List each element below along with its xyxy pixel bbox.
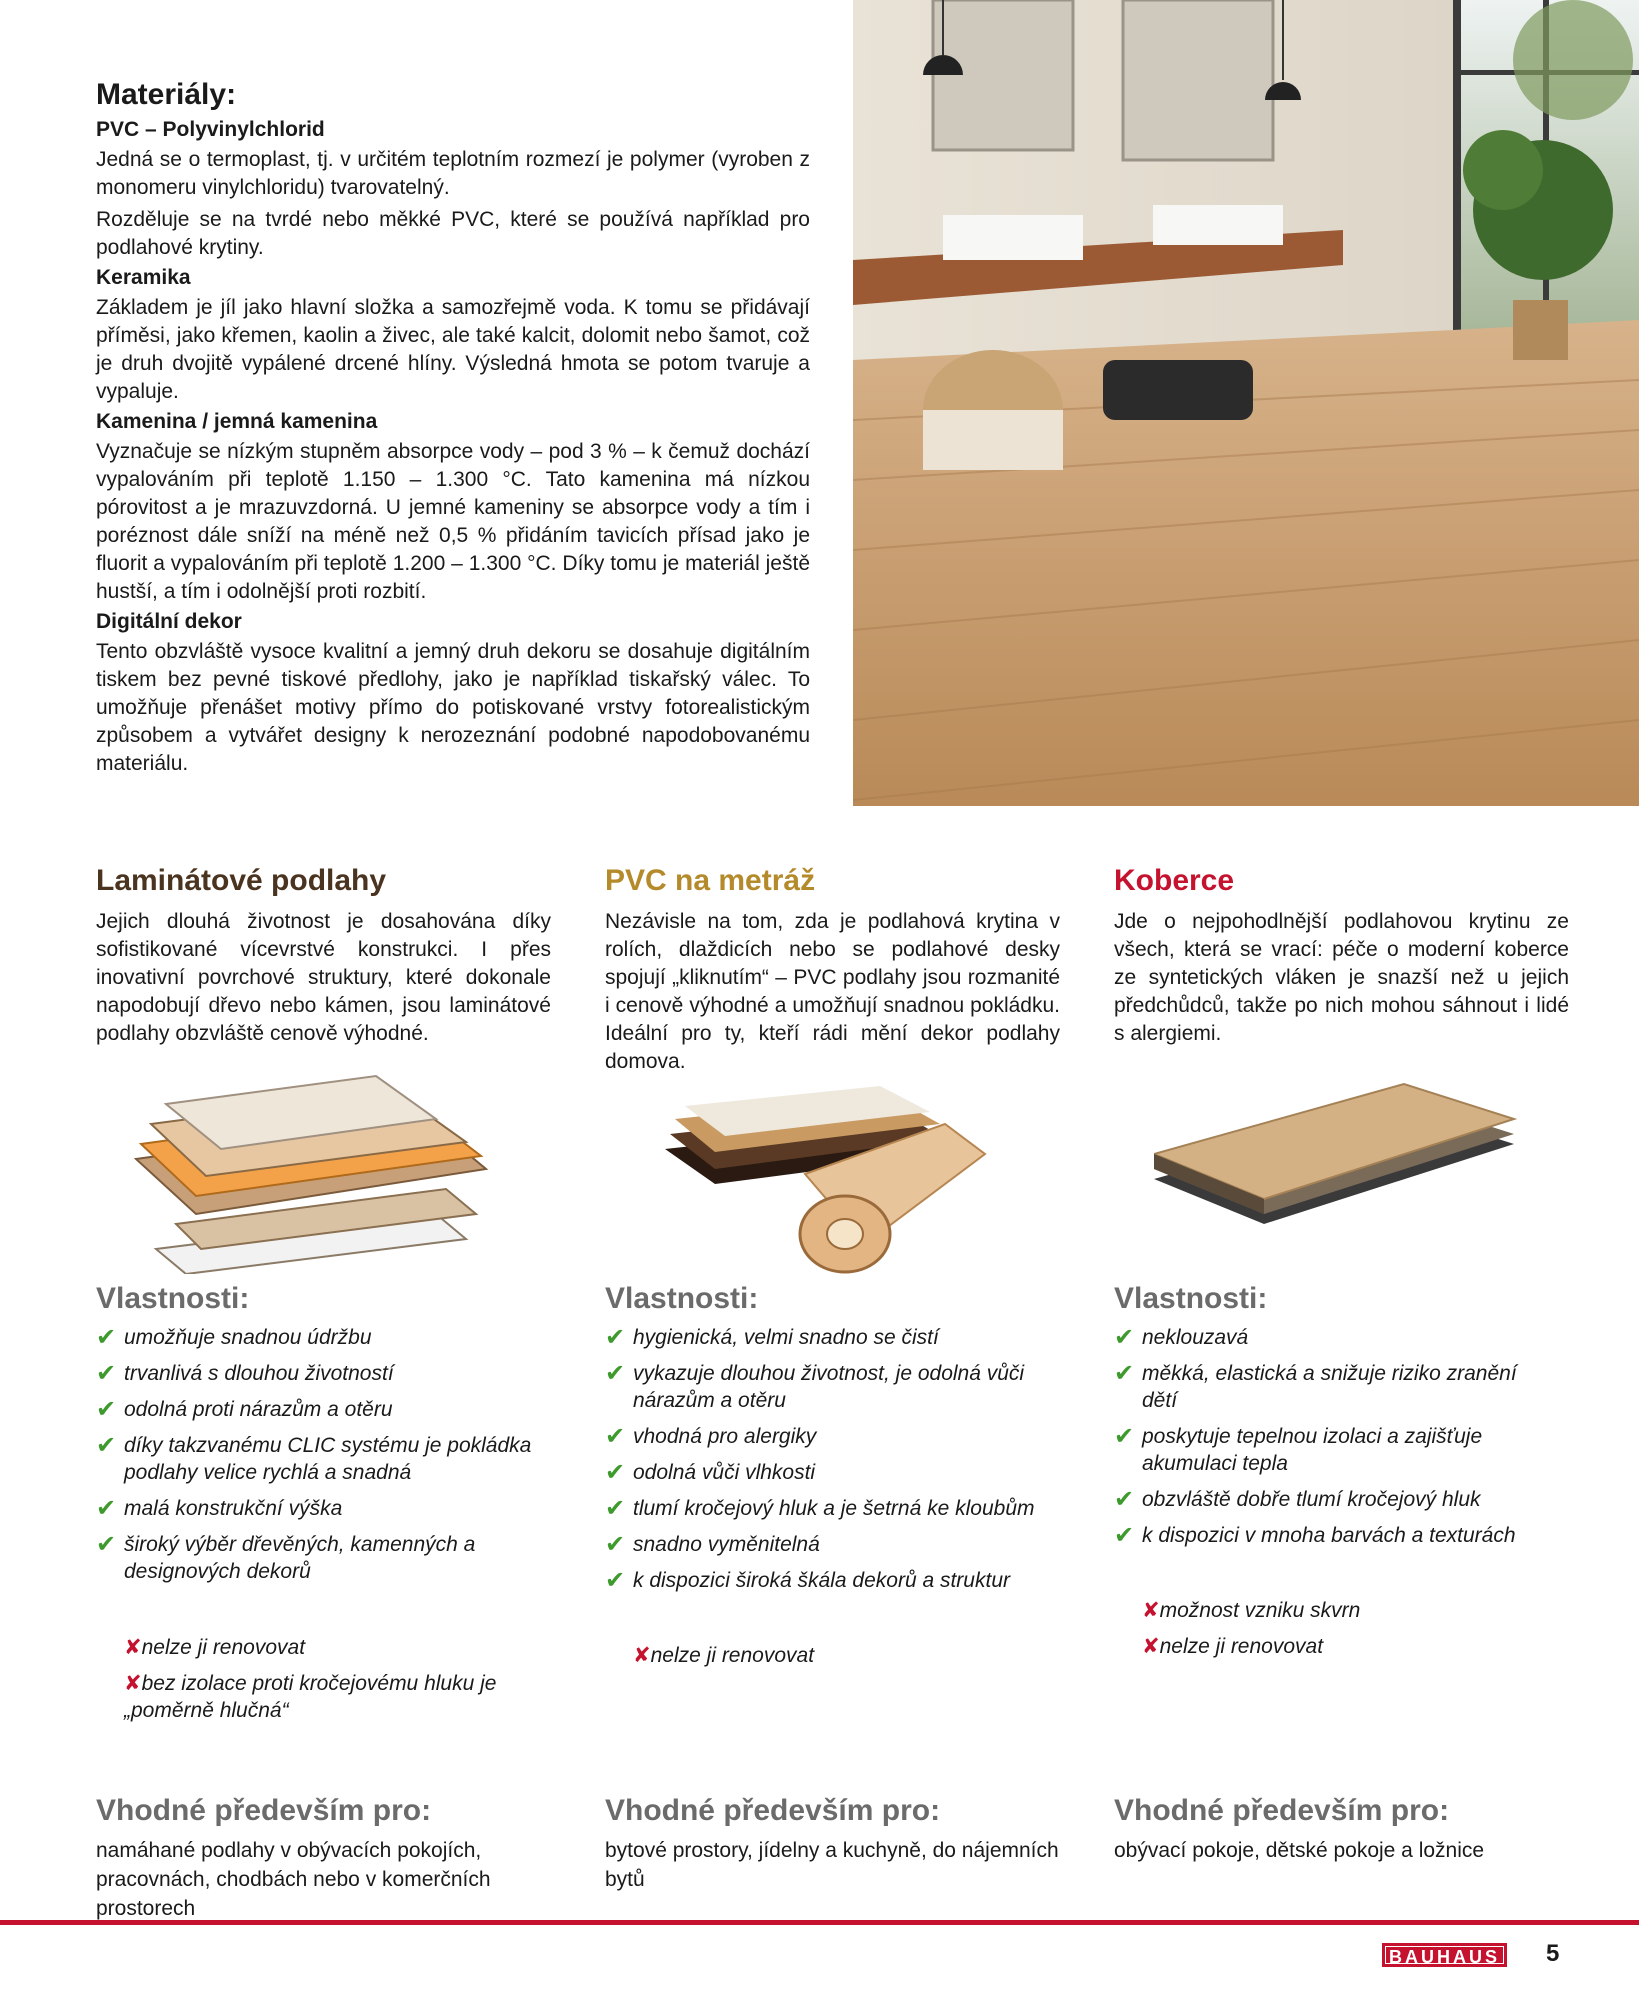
- list-item: ✘bez izolace proti kročejovému hluku je „poměrně hlučná“: [124, 1672, 497, 1722]
- carpet-pros-list: [1114, 1324, 1554, 1558]
- list-item: ✔ díky takzvanému CLIC systému je pokládka podlahy velice rychlá a snadná: [96, 1432, 532, 1484]
- list-item: ✔ odolná proti nárazům a otěru: [96, 1396, 393, 1423]
- ceramic-paragraph: Základem je jíl jako hlavní složka a samozřejmě voda. K tomu se přidávají příměsi, jako křemen, kaolin a živec, ale také kalcit, dolomit nebo šamot, což je druh dvojitě vypálené drcené hlíny. Výsledná hmota se potom tvaruje a vypaluje.: [96, 296, 810, 403]
- cross-icon: ✘: [633, 1644, 651, 1667]
- cross-icon: ✘: [1142, 1635, 1160, 1658]
- check-icon: ✔: [605, 1324, 626, 1351]
- ceramic-heading: Keramika: [96, 266, 191, 289]
- materials-section: [96, 78, 810, 782]
- footer-rule: [0, 1920, 1639, 1925]
- carpet-illustration: [1154, 1074, 1574, 1284]
- cross-icon: ✘: [1142, 1599, 1160, 1622]
- check-icon: ✔: [605, 1567, 626, 1594]
- check-icon: ✔: [96, 1324, 117, 1351]
- stoneware-heading: Kamenina / jemná kamenina: [96, 410, 378, 433]
- list-item: ✔ obzvláště dobře tlumí kročejový hluk: [1114, 1486, 1481, 1513]
- laminate-cons-list: [96, 1634, 536, 1733]
- digital-decor-paragraph: Tento obzvláště vysoce kvalitní a jemný druh dekoru se dosahuje digitálním tiskem bez pevné tiskové předlohy, jako je například tiskařský válec. To umožňuje přenášet motivy přímo do potiskované vrstvy fotorealistickým způsobem a vytvářet designy k nerozeznání podobné napodobovanému materiálu.: [96, 640, 810, 775]
- list-item: ✔ poskytuje tepelnou izolaci a zajišťuje akumulaci tepla: [1114, 1423, 1483, 1475]
- list-item: ✔ neklouzavá: [1114, 1324, 1249, 1351]
- list-item: ✘nelze ji renovovat: [633, 1644, 815, 1667]
- list-item: ✔ hygienická, velmi snadno se čistí: [605, 1324, 939, 1351]
- laminate-layers-illustration: [96, 1064, 516, 1274]
- check-icon: ✔: [1114, 1324, 1135, 1351]
- pvc-intro: Nezávisle na tom, zda je podlahová krytina v rolích, dlaždicích nebo se podlahové desky spojují „kliknutím“ – PVC podlahy jsou rozmanité i cenově výhodné a umožňují snadnou pokládku. Ideální pro ty, kteří rádi mění dekor podlahy domova.: [605, 910, 1060, 1073]
- laminate-pros-list: [96, 1324, 536, 1594]
- cross-icon: ✘: [124, 1636, 142, 1659]
- list-item: ✔ tlumí kročejový hluk a je šetrná ke kloubům: [605, 1495, 1035, 1522]
- list-item: ✔ snadno vyměnitelná: [605, 1531, 820, 1558]
- pvc-suitable-title: Vhodné především pro:: [605, 1794, 941, 1827]
- laminate-properties-title: Vlastnosti:: [96, 1282, 250, 1315]
- laminate-title: Laminátové podlahy: [96, 864, 387, 897]
- list-item: ✔ trvanlivá s dlouhou životností: [96, 1360, 394, 1387]
- pvc-title: PVC na metráž: [605, 864, 816, 897]
- list-item: ✘možnost vzniku skvrn: [1142, 1599, 1361, 1622]
- page-number: 5: [1546, 1940, 1560, 1967]
- pvc-pros-list: [605, 1324, 1045, 1603]
- laminate-suitable-title: Vhodné především pro:: [96, 1794, 432, 1827]
- check-icon: ✔: [605, 1495, 626, 1522]
- list-item: ✔ vykazuje dlouhou životnost, je odolná vůči nárazům a otěru: [605, 1360, 1025, 1412]
- list-item: ✔ umožňuje snadnou údržbu: [96, 1324, 372, 1351]
- check-icon: ✔: [1114, 1486, 1135, 1513]
- digital-decor-heading: Digitální dekor: [96, 610, 242, 633]
- check-icon: ✔: [96, 1495, 117, 1522]
- carpet-suitable-text: obývací pokoje, dětské pokoje a ložnice: [1114, 1839, 1485, 1862]
- pvc-paragraph-2: Rozděluje se na tvrdé nebo měkké PVC, které se používá například pro podlahové krytiny.: [96, 208, 810, 259]
- pvc-suitable-text: bytové prostory, jídelny a kuchyně, do nájemních bytů: [605, 1839, 1059, 1891]
- carpet-properties-title: Vlastnosti:: [1114, 1282, 1268, 1315]
- check-icon: ✔: [1114, 1522, 1135, 1549]
- carpet-title: Koberce: [1114, 864, 1235, 897]
- check-icon: ✔: [96, 1432, 117, 1459]
- list-item: ✔ k dispozici široká škála dekorů a struktur: [605, 1567, 1010, 1594]
- bathroom-floor-photo: [853, 0, 1639, 806]
- cross-icon: ✘: [124, 1672, 142, 1695]
- check-icon: ✔: [605, 1360, 626, 1387]
- check-icon: ✔: [96, 1531, 117, 1558]
- check-icon: ✔: [96, 1360, 117, 1387]
- laminate-suitable-text: namáhané podlahy v obývacích pokojích, pracovnách, chodbách nebo v komerčních prostorech: [96, 1839, 491, 1920]
- materials-title: Materiály:: [96, 78, 237, 111]
- check-icon: ✔: [605, 1531, 626, 1558]
- carpet-intro: Jde o nejpohodlnější podlahovou krytinu ze všech, která se vrací: péče o moderní koberce ze syntetických vláken je snazší než u jejich předchůdců, takže po nich mohou sáhnout i lidé s alergiemi.: [1114, 910, 1569, 1045]
- carpet-suitable-title: Vhodné především pro:: [1114, 1794, 1450, 1827]
- pvc-paragraph-1: Jedná se o termoplast, tj. v určitém teplotním rozmezí je polymer (vyroben z monomeru vinylchloridu) tvarovatelný.: [96, 148, 810, 199]
- list-item: ✔ malá konstrukční výška: [96, 1495, 343, 1522]
- list-item: ✔ odolná vůči vlhkosti: [605, 1459, 816, 1486]
- check-icon: ✔: [605, 1423, 626, 1450]
- list-item: ✔ měkká, elastická a snižuje riziko zranění dětí: [1114, 1360, 1517, 1412]
- carpet-column: [1114, 864, 1584, 1862]
- laminate-intro: Jejich dlouhá životnost je dosahována díky sofistikované vícevrstvé konstrukci. I přes inovativní povrchové struktury, které dokonale napodobují dřevo nebo kámen, jsou laminátové podlahy obzvláště cenově výhodné.: [96, 910, 551, 1045]
- list-item: ✔ vhodná pro alergiky: [605, 1423, 817, 1450]
- pvc-properties-title: Vlastnosti:: [605, 1282, 759, 1315]
- pvc-column: [605, 864, 1075, 1891]
- check-icon: ✔: [96, 1396, 117, 1423]
- bauhaus-logo: BAUHAUS: [1382, 1943, 1507, 1967]
- check-icon: ✔: [1114, 1360, 1135, 1387]
- list-item: ✘nelze ji renovovat: [124, 1636, 306, 1659]
- stoneware-paragraph: Vyznačuje se nízkým stupněm absorpce vody – pod 3 % – k čemuž dochází vypalováním při teplotě 1.150 – 1.300 °C. Tato kamenina má nízkou pórovitost a je mrazuvzdorná. U jemné kameniny se absorpce vody a tím i poréznost dále sníží na méně než 0,5 % přidáním tavicích přísad jako je fluorit a vypalováním při teplotě 1.200 – 1.300 °C. Díky tomu je materiál ještě hustší, a tím i odolnější proti rozbití.: [96, 440, 810, 603]
- carpet-cons-list: [1114, 1597, 1554, 1669]
- pvc-cons-list: [605, 1642, 1045, 1678]
- list-item: ✔ široký výběr dřevěných, kamenných a designových dekorů: [96, 1531, 476, 1583]
- pvc-heading: PVC – Polyvinylchlorid: [96, 118, 325, 141]
- laminate-column: [96, 864, 566, 1920]
- list-item: ✔ k dispozici v mnoha barvách a texturách: [1114, 1522, 1516, 1549]
- list-item: ✘nelze ji renovovat: [1142, 1635, 1324, 1658]
- check-icon: ✔: [605, 1459, 626, 1486]
- pvc-roll-illustration: [655, 1084, 1075, 1294]
- check-icon: ✔: [1114, 1423, 1135, 1450]
